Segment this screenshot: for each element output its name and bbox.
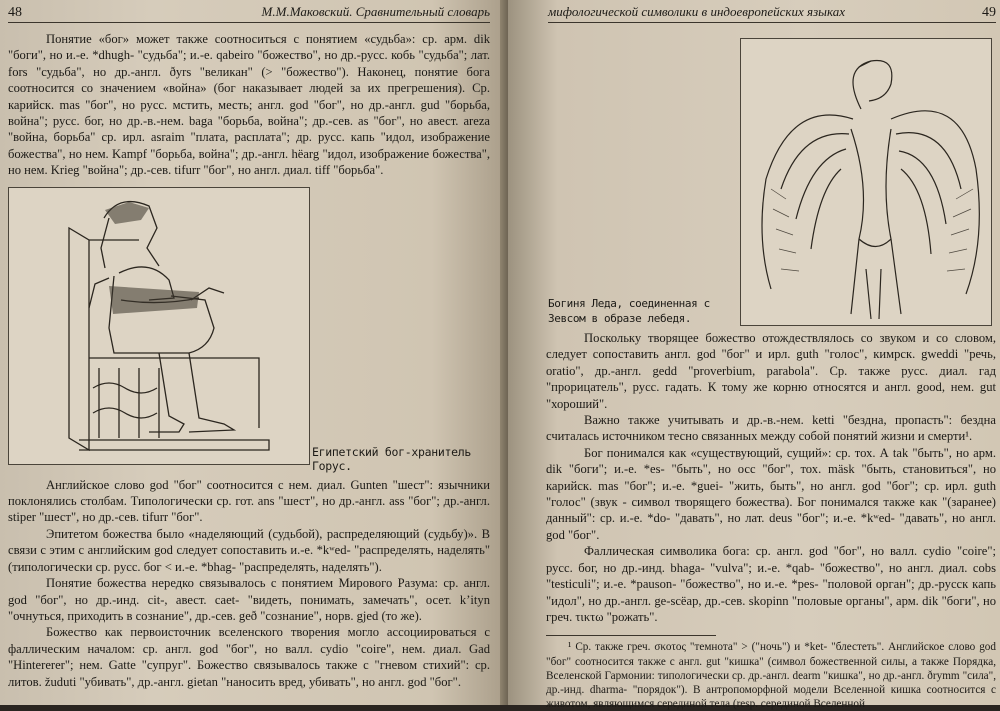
horus-illustration [8,187,310,465]
leda-swan-drawing [741,39,991,325]
right-page-header [548,4,996,23]
left-paragraph-1: Понятие «бог» может также соотноситься с понятием «судьба»: ср. арм. dik "боги", но и.-е. *dhugh- "судьба"; и.-е. qabeiro "божество", но др.-русс. кобь "судьба"; лат. fors "судьба", но др.-англ. ðyrs "великан" (> "божество"). Наконец, понятие бога соотносится со значением «война» (бог наказывает людей за их прегрешения). Ср. карийск. mas "бог", но русс. мстить, месть; англ. god "бог", но др.-англ. gud "борьба, война"; русс. бог, но др.-в.-нем. baga "борьба, война"; др.-сев. as "бог", но авест. areza "война, борьба" ср. ирл. asraim "плата, расплата"; др. русс. капь "идол, изображение божества", но нем. Kampf "борьба, война"; др.-англ. hëarg "идол, изображение божества", но нем. Krieg "война"; др.-сев. tifurr "бог", но англ. диал. tiff "борьба". [8,32,490,178]
footnote-separator [546,635,716,636]
left-paragraph-5: Божество как первоисточник вселенского творения могло ассоциироваться с фаллическим началом: ср. англ. god "бог", но валл. cydio "coire", нем. диал. Gad "Hintererer"; нем. Gatte "супруг". Божество связывалось также с "гневом стихий": ср. литов. žuduti "убивать", др.-англ. gietan "наносить вред, убивать", но англ. god "бог". [8,625,490,689]
right-paragraph-1: Поскольку творящее божество отождествлялось со звуком и со словом, следует сопоставить англ. god "бог" и ирл. guth "голос", кимрск. gweddi "речь, oratio", др.-англ. gedd "proverbium, parabola". Ср. также русс. диал. гад "прорицатель", русс. гадать. К тому же корню относятся и англ. good, нем. gut "хороший". [546,331,996,411]
right-figure-caption: Богиня Леда, соединенная с Зевсом в образе лебедя. [548,297,710,325]
right-running-head: мифологической символики в индоевропейских языках [548,4,845,19]
right-page-body [546,330,996,711]
right-paragraph-3: Бог понимался как «существующий, сущий»: ср. тох. А tak "быть", но арм. dik "боги"; и.-е. *es- "быть", но осс "бог", тох. mäsk "быть, становиться", но карийск. mas "бог"; и.-е. *guei- "жить, быть", но англ. god "бог"; ср. ирл. guth "голос" (звук - символ творящего божества). Бог понимался также как "(заранее) данный": ср. и.-е. *do- "давать", но лат. deus "бог"; и.-е. *kʷed- "давать", но англ. god "бог". [546,445,996,542]
left-figure-caption: Египетский бог-хранитель Горус. [312,444,471,473]
left-paragraph-4: Понятие божества нередко связывалось с понятием Мирового Разума: ср. англ. god "бог", но др.-инд. cit-, авест. caet- "видеть, понимать, замечать", осет. kʼityn "очнуться, приходить в сознание", др.-сев. geð "сознание", норв. gjed (то же). [8,576,490,623]
left-paragraph-3: Эпитетом божества было «наделяющий (судьбой), распределяющий (судьбу)». В связи с этим с английским god следует сопоставить и.-е. *kʷed- "распределять, наделять" (типологически ср. русс. бог < и.-е. *bhag- "распределять, наделять"). [8,526,490,574]
left-page-header [8,4,490,23]
left-figure-block [8,187,490,477]
right-paragraph-2: Важно также учитывать и др.-в.-нем. ketti "бездна, пропасть": бездна считалась источником тесно связанных между собой понятий жизни и смерти¹. [546,413,996,444]
right-paragraph-4: Фаллическая символика бога: ср. англ. god "бог", но валл. cydio "coire"; русс. бог, но др.-инд. bhaga- "vulva"; и.-е. *qab- "божество", но англ. диал. cobs "testiculi"; и.-е. *pauson- "божество", но и.-е. *pes- "половой орган"; др.-русск капь "идол", но др.-англ. ge-scëap, др.-сев. skopinn "половые органы", арм. dik "боги", но греч. τικτω "рожать". [546,544,996,624]
left-running-head: М.М.Маковский. Сравнительный словарь [261,4,490,19]
right-page-number: 49 [982,5,996,20]
left-page-number: 48 [8,5,22,20]
left-paragraph-2: Английское слово god "бог" соотносится с нем. диал. Gunten "шест": язычники поклонялись столбам. Типологически ср. гот. ans "шест", но др.-англ. ass "бог"; др.-англ. stiper "шест", но др.-сев. tifurr "бог". [8,477,490,525]
horus-drawing [9,188,309,464]
leda-illustration [740,38,992,326]
footnote: ¹ Ср. также греч. σκοτος "темнота" > ("ночь") и *ket- "блестеть". Английское слово god "бог" соотносится также с англ. gut "кишка" (символ божественной силы, а также Порядка, Вселенской Гармонии: типологически ср. др.-англ. dearm "кишка", но др.-англ. ðrymm "сила", др.-инд. dharma- "порядок"). В антропоморфной модели Вселенной кишка соотносится с животом, являющимся серединой тела (resp. серединой Вселенной [546,641,996,711]
